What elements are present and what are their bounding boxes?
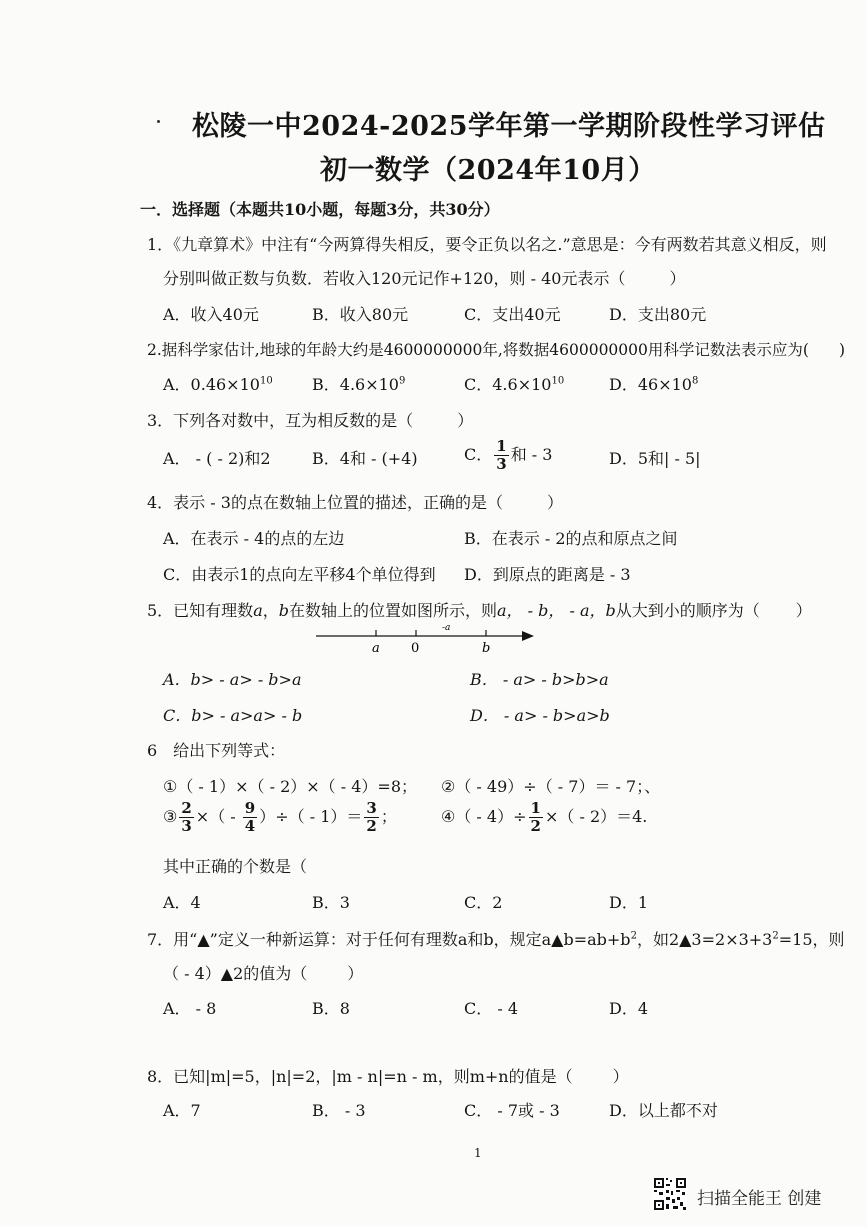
q3-option-b: B．4和 - (+4) bbox=[312, 449, 418, 468]
q6-fraction-3-2: $\frac{3}{2}$ bbox=[366, 799, 377, 835]
q4-option-d: D．到原点的距离是 - 3 bbox=[464, 565, 631, 584]
axis-label-b: b bbox=[482, 641, 491, 656]
q6-option-d: D．1 bbox=[609, 893, 649, 912]
q6-option-c: C．2 bbox=[464, 893, 503, 912]
scanner-watermark: 扫描全能王 创建 bbox=[697, 1189, 822, 1209]
q6-fraction-1-2: $\frac{1}{2}$ bbox=[530, 799, 541, 835]
q8-option-c: C． - 7或 - 3 bbox=[464, 1101, 560, 1120]
q8-option-a: A．7 bbox=[163, 1101, 201, 1120]
q6-equation-3: ③ $\frac{2}{3}$ ×（ - $\frac{9}{4}$ ）÷（ - 1）＝ $\frac{3}{2}$ ； bbox=[163, 799, 397, 835]
exam-subtitle: 初一数学（2024年10月） bbox=[320, 155, 656, 186]
question-6: 6 给出下列等式： bbox=[147, 741, 286, 760]
question-1-line1: 1．《九章算术》中注有“今两算得失相反，要令正负以名之.”意思是：今有两数若其意义相反，则 bbox=[147, 235, 827, 254]
q1-option-a: A．收入40元 bbox=[163, 305, 259, 324]
q2-option-b: B．$4.6\times 10^9$ bbox=[312, 375, 406, 394]
q5-option-d: D． - a> - b>a>b bbox=[470, 706, 610, 725]
q6-equation-2: ②（ - 49）÷（ - 7）＝ - 7；、 bbox=[441, 777, 661, 796]
scan-dot bbox=[157, 120, 160, 123]
number-line bbox=[312, 620, 542, 656]
q3-option-c: C． $\frac{1}{3}$ 和 - 3 bbox=[464, 437, 553, 473]
q6-option-a: A．4 bbox=[163, 893, 201, 912]
question-5: 5．已知有理数a，b在数轴上的位置如图所示，则a， - b， - a，b从大到小的顺序为（ ） bbox=[147, 601, 812, 620]
q1-option-c: C．支出40元 bbox=[464, 305, 561, 324]
axis-label-0: 0 bbox=[411, 641, 420, 656]
question-7-line2: （ - 4）▲2的值为（ ） bbox=[163, 964, 364, 983]
q8-option-d: D．以上都不对 bbox=[609, 1101, 718, 1120]
page-number: 1 bbox=[474, 1146, 482, 1160]
q6-option-b: B．3 bbox=[312, 893, 350, 912]
q3-fraction: $\frac{1}{3}$ bbox=[496, 437, 507, 473]
q5-option-b: B． - a> - b>b>a bbox=[470, 670, 609, 689]
number-line-arrow-icon bbox=[522, 631, 534, 641]
qr-code-icon bbox=[653, 1177, 687, 1211]
q3-option-d: D．5和| - 5| bbox=[609, 449, 701, 468]
axis-label-a: a bbox=[372, 641, 380, 656]
question-7-line1: 7．用“▲”定义一种新运算：对于任何有理数a和b，规定$a▲b=ab+b^2$，如$2▲3=2\times 3+3^2=15$，则 bbox=[147, 930, 845, 949]
axis-label-neg-a: -a bbox=[442, 623, 451, 633]
q6-fraction-9-4: $\frac{9}{4}$ bbox=[244, 799, 256, 835]
q7-option-d: D．4 bbox=[609, 999, 649, 1018]
q2-option-c: C．$4.6\times 10^{10}$ bbox=[464, 375, 565, 394]
q6-ask: 其中正确的个数是（ bbox=[163, 857, 308, 876]
q2-option-d: D．$46\times 10^8$ bbox=[609, 375, 699, 394]
q6-equation-1: ①（ - 1）×（ - 2）×（ - 4）=8； bbox=[163, 777, 418, 796]
section-heading: 一．选择题（本题共10小题，每题3分，共30分） bbox=[140, 200, 500, 219]
exam-title: 松陵一中2024-2025学年第一学期阶段性学习评估 bbox=[192, 111, 826, 142]
question-3: 3．下列各对数中，互为相反数的是（ ） bbox=[147, 411, 474, 430]
q3-option-a: A． - ( - 2)和2 bbox=[163, 449, 271, 468]
q4-option-c: C．由表示1的点向左平移4个单位得到 bbox=[163, 565, 436, 584]
q7-option-b: B．8 bbox=[312, 999, 350, 1018]
q5-option-c: C．b> - a>a> - b bbox=[163, 706, 303, 725]
q6-fraction-2-3: $\frac{2}{3}$ bbox=[181, 799, 192, 835]
q8-option-b: B． - 3 bbox=[312, 1101, 366, 1120]
question-1-line2: 分别叫做正数与负数．若收入120元记作+120，则 - 40元表示（ ） bbox=[163, 269, 686, 288]
q4-option-a: A．在表示 - 4的点的左边 bbox=[163, 529, 345, 548]
question-2: 2.据科学家估计,地球的年龄大约是4600000000年,将数据4600000000用科学记数法表示应为( ) bbox=[147, 341, 845, 359]
q7-option-a: A． - 8 bbox=[163, 999, 217, 1018]
q2-option-a: A．$0.46\times 10^{10}$ bbox=[163, 375, 273, 394]
q4-option-b: B．在表示 - 2的点和原点之间 bbox=[464, 529, 678, 548]
q5-option-a: A．b> - a> - b>a bbox=[163, 670, 302, 689]
q6-equation-4: ④（ - 4）÷ $\frac{1}{2}$ ×（ - 2）＝4. bbox=[441, 799, 648, 835]
q7-option-c: C． - 4 bbox=[464, 999, 519, 1018]
question-8: 8．已知|m|=5，|n|=2，|m - n|=n - m，则m+n的值是（ ） bbox=[147, 1067, 629, 1086]
q1-option-b: B．收入80元 bbox=[312, 305, 409, 324]
question-4: 4．表示 - 3的点在数轴上位置的描述，正确的是（ ） bbox=[147, 493, 563, 512]
q1-option-d: D．支出80元 bbox=[609, 305, 707, 324]
